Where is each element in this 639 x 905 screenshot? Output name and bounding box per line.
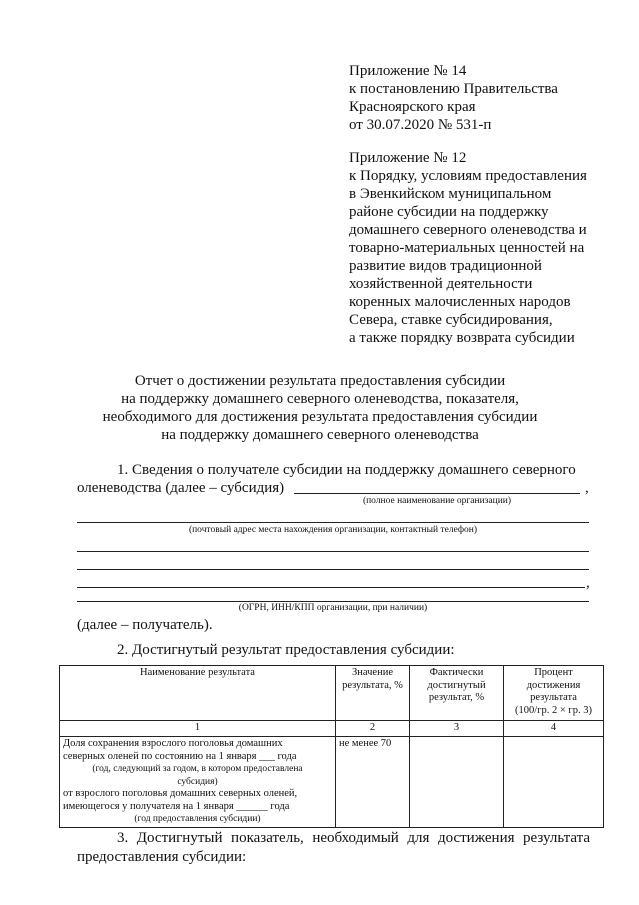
header-text: Процент	[534, 667, 573, 678]
recipient-alias: (далее – получатель).	[77, 617, 213, 633]
result-name-text: северных оленей по состоянию на 1 января ___ года	[63, 750, 297, 762]
caption-address: (почтовый адрес места нахождения организации, контактный телефон)	[188, 525, 478, 535]
section-1-line-1: 1. Сведения о получателе субсидии на поддержку домашнего северного	[117, 462, 576, 478]
actual-result-cell	[410, 737, 504, 828]
appendix-14-block	[349, 62, 558, 134]
section-3-line-2: предоставления субсидии:	[77, 849, 247, 865]
header-result-value	[336, 666, 410, 721]
comma-mark: ,	[585, 480, 589, 496]
report-title-line: необходимого для достижения результата предоставления субсидии	[102, 409, 538, 425]
header-text: результат, %	[428, 692, 485, 703]
appendix-12-line: Севера, ставке субсидирования,	[349, 312, 553, 328]
header-text: достигнутый	[427, 679, 486, 691]
report-title	[60, 372, 580, 444]
header-result-name	[60, 666, 336, 721]
caption-full-name: (полное наименование организации)	[362, 496, 512, 506]
appendix-14-line: Приложение № 14	[349, 63, 467, 79]
header-percent-achieved	[504, 666, 604, 721]
result-name-text: имеющегося у получателя на 1 января ______ года	[63, 800, 290, 812]
column-number: 1	[60, 721, 336, 737]
header-text: Значение	[352, 667, 393, 678]
column-number: 2	[336, 721, 410, 737]
year-hint: (год предоставления субсидии)	[134, 814, 261, 824]
year-hint: субсидия)	[177, 776, 218, 787]
header-text: результата, %	[342, 679, 403, 691]
report-title-line: Отчет о достижении результата предоставления субсидии	[134, 373, 506, 389]
header-text: результата	[530, 692, 577, 703]
table-row	[60, 737, 604, 828]
percent-achieved-cell	[504, 737, 604, 828]
section-3-line-1: 3. Достигнутый показатель, необходимый для достижения результата	[117, 830, 590, 846]
result-name-cell	[60, 737, 336, 828]
ogrn-field-line-4	[77, 601, 589, 602]
recipient-name-field	[294, 493, 580, 494]
appendix-12-line: к Порядку, условиям предоставления	[349, 168, 587, 184]
appendix-12-line: развитие видов традиционной	[349, 258, 542, 274]
appendix-14-line: Красноярского края	[349, 99, 476, 115]
appendix-12-line: районе субсидии на поддержку	[349, 204, 549, 220]
ogrn-field-line-2	[77, 569, 589, 570]
appendix-12-line: Приложение № 12	[349, 150, 467, 166]
appendix-12-block	[349, 149, 587, 347]
section-2-heading: 2. Достигнутый результат предоставления субсидии:	[117, 642, 455, 658]
header-actual-result	[410, 666, 504, 721]
result-value-cell: не менее 70	[336, 737, 410, 828]
appendix-12-line: домашнего северного оленеводства и	[349, 222, 587, 238]
header-text: Фактически	[429, 667, 484, 678]
appendix-14-line: от 30.07.2020 № 531-п	[349, 117, 492, 133]
appendix-12-line: в Эвенкийском муниципальном	[349, 186, 552, 202]
header-text: Наименование результата	[140, 667, 255, 678]
report-title-line: на поддержку домашнего северного оленеводства, показателя,	[121, 391, 519, 407]
caption-ogrn: (ОГРН, ИНН/КПП организации, при наличии)	[238, 603, 428, 613]
appendix-12-line: хозяйственной деятельности	[349, 276, 533, 292]
appendix-12-line: а также порядку возврата субсидии	[349, 330, 575, 346]
header-text: (100/гр. 2 × гр. 3)	[515, 704, 592, 716]
result-name-text: Доля сохранения взрослого поголовья домашних	[63, 738, 283, 749]
column-number: 3	[410, 721, 504, 737]
results-table	[59, 665, 604, 828]
ogrn-field-line-1	[77, 551, 589, 552]
table-header-row	[60, 666, 604, 721]
appendix-12-line: коренных малочисленных народов	[349, 294, 571, 310]
appendix-14-line: к постановлению Правительства	[349, 81, 558, 97]
comma-mark: ,	[586, 575, 590, 591]
column-number-row	[60, 721, 604, 737]
column-number: 4	[504, 721, 604, 737]
appendix-12-line: товарно-материальных ценностей на	[349, 240, 585, 256]
result-name-text: от взрослого поголовья домашних северных оленей,	[63, 788, 298, 799]
header-text: достижения	[526, 679, 581, 691]
ogrn-field-line-3	[77, 587, 585, 588]
section-1-line-2: оленеводства (далее – субсидия)	[77, 480, 285, 496]
address-field	[77, 522, 589, 523]
report-title-line: на поддержку домашнего северного оленеводства	[161, 427, 479, 443]
year-hint: (год, следующий за годом, в котором предоставлена	[92, 764, 303, 774]
